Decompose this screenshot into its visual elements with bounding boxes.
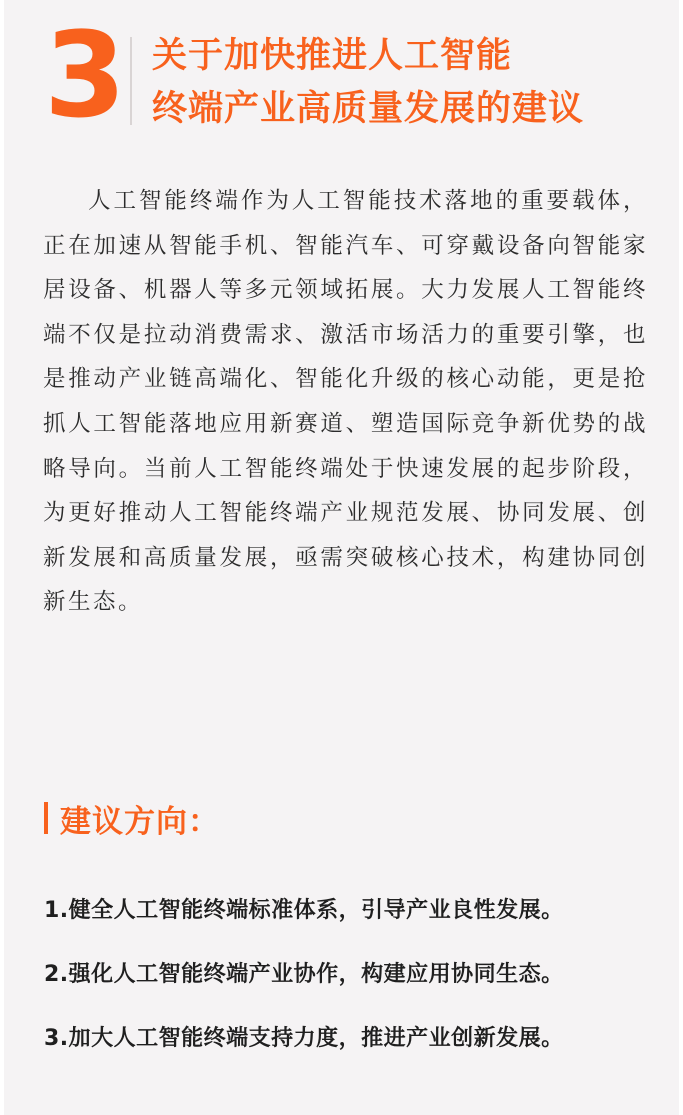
body-paragraph: 人工智能终端作为人工智能技术落地的重要载体，正在加速从智能手机、智能汽车、可穿戴设备向智能家居设备、机器人等多元领域拓展。大力发展人工智能终端不仅是拉动消费需求、激活市场活力的重要引擎，也是推动产业链高端化、智能化升级的核心动能，更是抢抓人工智能落地应用新赛道、塑造国际竞争新优势的战略导向。当前人工智能终端处于快速发展的起步阶段，为更好推动人工智能终端产业规范发展、协同发展、创新发展和高质量发展，亟需突破核心技术，构建协同创新生态。	[43, 188, 648, 616]
section-title-line-1: 关于加快推进人工智能	[152, 36, 513, 76]
section-title	[152, 30, 584, 136]
section-number: 3	[44, 6, 127, 144]
document-page	[4, 0, 679, 1115]
suggestion-item-3: 3.加大人工智能终端支持力度，推进产业创新发展。	[44, 1026, 564, 1051]
suggestion-item-2: 2.强化人工智能终端产业协作，构建应用协同生态。	[44, 962, 564, 987]
title-divider	[130, 37, 132, 125]
section-title-line-2: 终端产业高质量发展的建议	[152, 89, 585, 129]
subheading-text: 建议方向：	[60, 803, 220, 840]
suggestion-list	[44, 886, 564, 1078]
subheading-accent-bar	[44, 802, 48, 834]
subheading	[44, 795, 220, 841]
suggestion-item-1: 1.健全人工智能终端标准体系，引导产业良性发展。	[44, 898, 564, 923]
